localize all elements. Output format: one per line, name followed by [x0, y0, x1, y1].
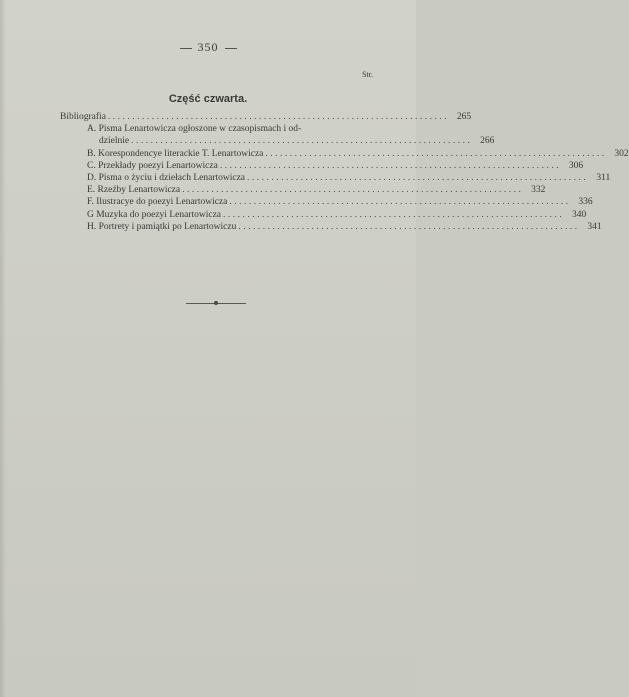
toc-entry-continuation: [60, 135, 495, 147]
toc-entry-page: 306: [568, 160, 584, 171]
toc-entry: [60, 148, 629, 160]
toc-entry-label: H. Portrety i pamiątki po Lenartowiczu: [87, 221, 237, 232]
toc-entry: [60, 184, 546, 196]
page-number-text: 350: [197, 40, 219, 54]
toc-entry: [60, 160, 584, 172]
leader-dots: ......................................................................: [107, 112, 450, 122]
toc-entry-page: 336: [578, 197, 593, 208]
section-title: Część czwarta.: [168, 93, 248, 105]
toc-entry-page: 340: [572, 209, 587, 220]
leader-dots: ......................................................................: [131, 136, 473, 147]
toc-entry-label: D. Pisma o życiu i dziełach Lenartowicza: [87, 173, 246, 184]
toc-entry-page: 332: [531, 185, 546, 196]
ornament-dot: [214, 301, 218, 305]
page-number: [0, 40, 416, 55]
leader-dots: ......................................................................: [219, 160, 562, 171]
leader-dots: ......................................................................: [247, 173, 589, 184]
toc-entry-label: G Muzyka do poezyi Lenartowicza: [87, 209, 222, 220]
toc-entry: [60, 196, 593, 208]
toc-entry: [60, 221, 602, 233]
table-of-contents: [60, 111, 629, 233]
toc-entry-label: E. Rzeźby Lenartowicza: [87, 185, 181, 196]
toc-entry: [60, 209, 587, 221]
toc-entry-label: B. Korespondencye literackie T. Lenartowicza: [87, 148, 264, 159]
leader-dots: ......................................................................: [265, 148, 607, 159]
toc-entry: [60, 111, 472, 123]
toc-entry: [60, 123, 377, 135]
leader-dots: ......................................................................: [223, 209, 565, 220]
toc-entry-label: F. Ilustracye do poezyi Lenartowicza: [87, 197, 228, 208]
toc-entry-label: A. Pisma Lenartowicza ogłoszone w czasopismach i od-: [87, 124, 302, 135]
column-label: Str.: [362, 70, 373, 79]
leader-dots: ......................................................................: [238, 221, 580, 232]
toc-entry-label: C. Przekłady poezyi Lenartowicza: [87, 160, 218, 171]
toc-entry-page: 302: [614, 148, 629, 159]
toc-entry-page: 311: [596, 173, 611, 184]
leader-dots: ......................................................................: [182, 185, 524, 196]
toc-entry: [60, 172, 611, 184]
toc-entry-label: dzielnie: [99, 136, 130, 147]
dash-left: [180, 48, 192, 49]
section-end-ornament: [186, 301, 246, 307]
dash-right: [225, 48, 237, 49]
leader-dots: ......................................................................: [229, 197, 571, 208]
toc-entry-page: 341: [587, 221, 602, 232]
toc-entry-label: Bibliografia: [60, 112, 106, 122]
toc-entry-page: 266: [480, 136, 495, 147]
toc-entry-page: 265: [456, 112, 472, 122]
